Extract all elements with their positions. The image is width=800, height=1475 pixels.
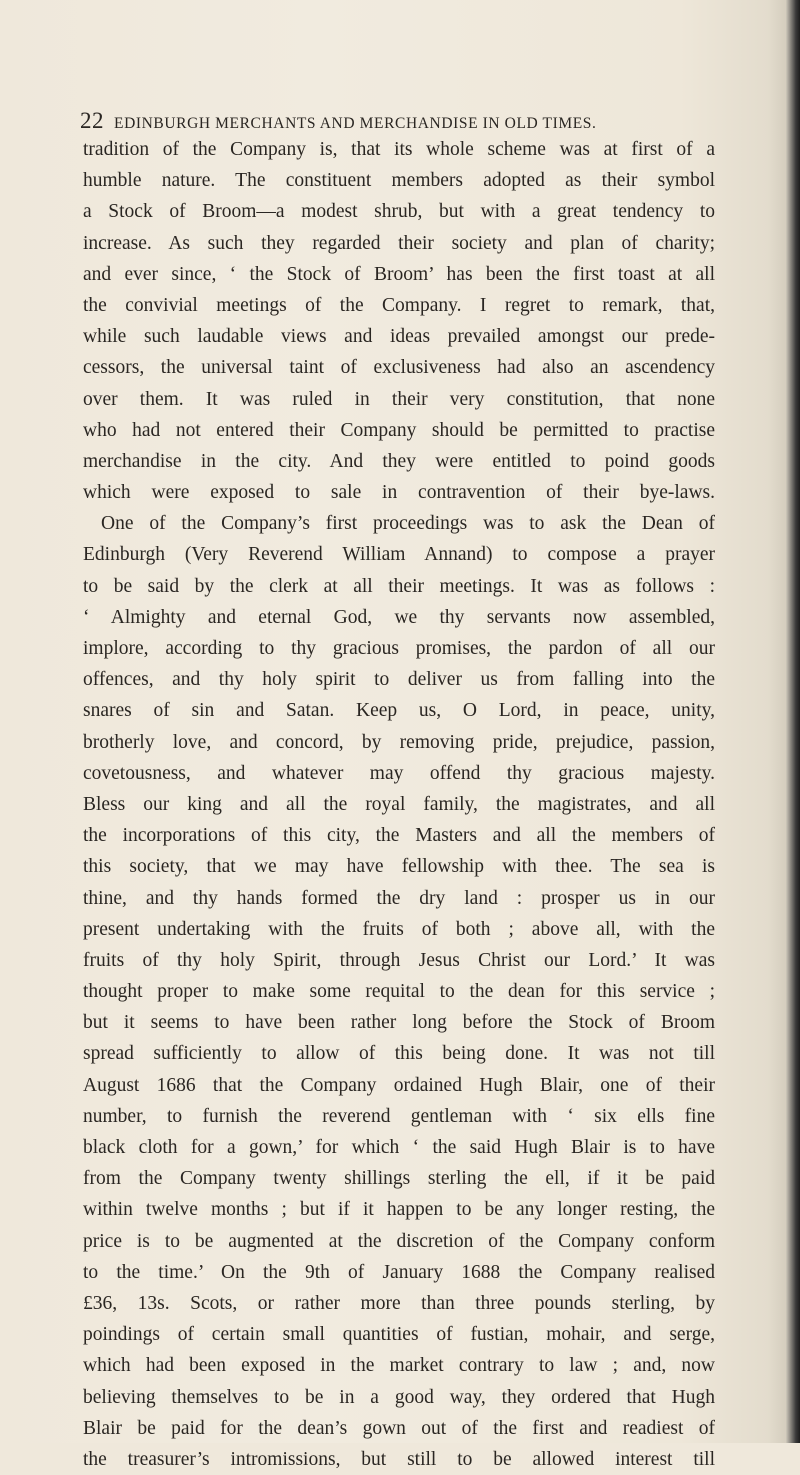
text-line: to the time.’ On the 9th of January 1688 the Company realised [83, 1261, 715, 1283]
text-line: present undertaking with the fruits of both ; above all, with the [83, 918, 715, 940]
text-line: poindings of certain small quantities of fustian, mohair, and serge, [83, 1324, 715, 1346]
text-line: within twelve months ; but if it happen to be any longer resting, the [83, 1199, 715, 1221]
text-line: merchandise in the city. And they were entitled to poind goods [83, 450, 715, 472]
text-line: which had been exposed in the market contrary to law ; and, now [83, 1355, 715, 1377]
text-line: price is to be augmented at the discretion of the Company conform [83, 1230, 715, 1252]
text-line: August 1686 that the Company ordained Hugh Blair, one of their [83, 1074, 715, 1096]
text-line: Bless our king and all the royal family, the magistrates, and all [83, 793, 715, 815]
text-line: One of the Company’s first proceedings was to ask the Dean of [101, 513, 715, 535]
text-line: black cloth for a gown,’ for which ‘ the said Hugh Blair is to have [83, 1137, 715, 1158]
text-line: spread sufficiently to allow of this being done. It was not till [83, 1043, 715, 1065]
text-line: ‘ Almighty and eternal God, we thy servants now assembled, [83, 606, 715, 628]
text-line: who had not entered their Company should be permitted to practise [83, 419, 715, 441]
text-line: from the Company twenty shillings sterling the ell, if it be paid [83, 1168, 715, 1190]
text-line: number, to furnish the reverend gentleman with ‘ six ells fine [83, 1105, 715, 1127]
text-line: £36, 13s. Scots, or rather more than three pounds sterling, by [83, 1292, 715, 1314]
text-line: thine, and thy hands formed the dry land : prosper us in our [83, 887, 715, 909]
text-line: the incorporations of this city, the Masters and all the members of [83, 825, 715, 847]
text-line: fruits of thy holy Spirit, through Jesus Christ our Lord.’ It was [83, 949, 715, 971]
text-line: the treasurer’s intromissions, but still to be allowed interest till [83, 1448, 715, 1470]
body-text [83, 134, 715, 1475]
text-line: increase. As such they regarded their society and plan of charity; [83, 232, 715, 254]
running-title: EDINBURGH MERCHANTS AND MERCHANDISE IN OLD TIMES. [114, 115, 597, 132]
text-line: Blair be paid for the dean’s gown out of the first and readiest of [83, 1417, 715, 1439]
text-line: brotherly love, and concord, by removing pride, prejudice, passion, [83, 731, 715, 753]
text-line: which were exposed to sale in contravention of their bye-laws. [83, 482, 715, 504]
text-line: thought proper to make some requital to the dean for this service ; [83, 981, 715, 1003]
text-line: cessors, the universal taint of exclusiveness had also an ascendency [83, 357, 715, 379]
text-line: this society, that we may have fellowship with thee. The sea is [83, 856, 715, 878]
text-line: implore, according to thy gracious promises, the pardon of all our [83, 638, 715, 659]
text-line: snares of sin and Satan. Keep us, O Lord, in peace, unity, [83, 700, 715, 722]
text-line: believing themselves to be in a good way, they ordered that Hugh [83, 1386, 715, 1408]
text-line: offences, and thy holy spirit to deliver us from falling into the [83, 669, 715, 691]
book-edge-shadow [786, 0, 800, 1443]
text-line: while such laudable views and ideas prevailed amongst our prede- [83, 326, 715, 348]
text-line: humble nature. The constituent members adopted as their symbol [83, 170, 715, 192]
text-line: over them. It was ruled in their very constitution, that none [83, 388, 715, 410]
text-line: but it seems to have been rather long before the Stock of Broom [83, 1012, 715, 1034]
text-line: tradition of the Company is, that its whole scheme was at first of a [83, 139, 715, 160]
text-line: Edinburgh (Very Reverend William Annand) to compose a prayer [83, 544, 715, 566]
text-line: a Stock of Broom—a modest shrub, but with a great tendency to [83, 201, 715, 223]
text-line: to be said by the clerk at all their meetings. It was as follows : [83, 575, 715, 597]
page-header [80, 108, 680, 134]
text-line: and ever since, ‘ the Stock of Broom’ has been the first toast at all [83, 263, 715, 285]
text-line: the convivial meetings of the Company. I regret to remark, that, [83, 294, 715, 316]
text-line: covetousness, and whatever may offend thy gracious majesty. [83, 762, 715, 784]
page-number: 22 [80, 108, 104, 133]
